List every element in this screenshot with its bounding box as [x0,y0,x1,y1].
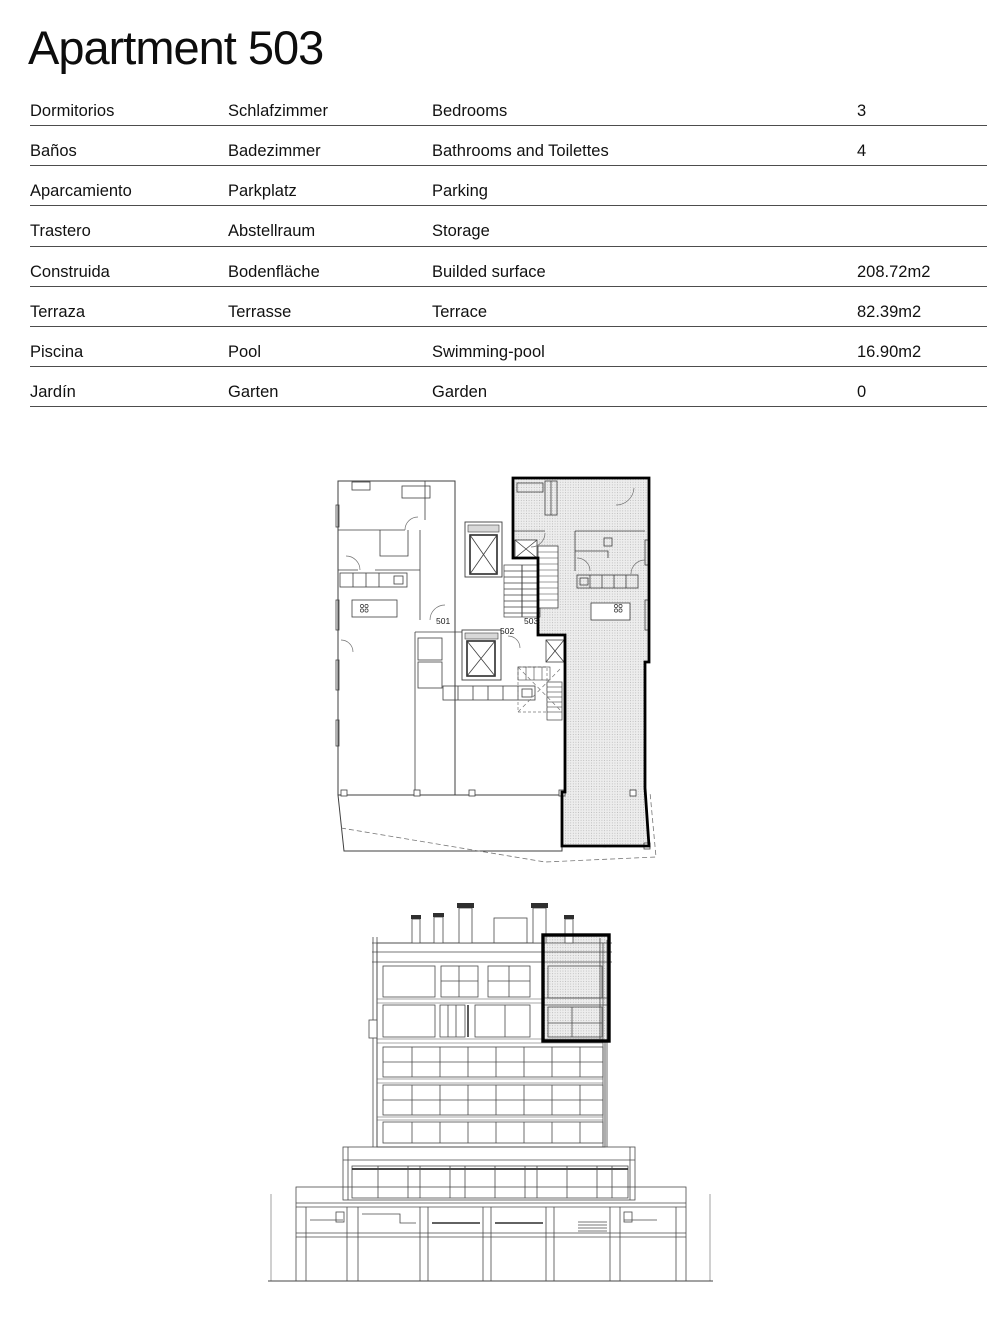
table-row [30,247,987,287]
spec-cell-en: Builded surface [432,262,546,281]
spec-cell-de: Garten [228,382,279,401]
spec-table [30,86,987,407]
spec-cell-value: 3 [857,102,867,120]
table-row [30,287,987,327]
spec-cell-value [857,182,987,200]
spec-cell-es: Dormitorios [30,102,115,120]
spec-cell-en: Parking [432,182,488,201]
page-title: Apartment 503 [28,21,324,74]
spec-cell-en: Bathrooms and Toilettes [432,142,609,161]
unit-502-stair [518,667,562,720]
core-stair-a [504,565,540,617]
spec-cell-es: Terraza [30,302,86,321]
core-elevator-a [465,522,502,577]
table-row [30,367,987,407]
spec-cell-value: 0 [857,382,867,401]
spec-cell-de: Pool [228,342,262,361]
ground-tier [296,1187,686,1281]
middle-tier [343,1147,635,1200]
spec-cell-es: Piscina [30,342,84,361]
unit-503-area [513,478,649,846]
spec-cell-es: Trastero [30,222,91,241]
spec-cell-en: Swimming-pool [432,342,545,361]
core-elevator-b [462,630,501,680]
unit-502-door-arc [508,636,520,648]
table-row [30,166,987,206]
elevation-drawing [262,895,718,1290]
spec-cell-de: Parkplatz [228,182,297,201]
spec-cell-es: Baños [30,142,77,161]
floor-plan-drawing [325,465,670,865]
spec-cell-en: Storage [432,222,490,241]
table-row [30,86,987,126]
unit-503-label: 503 [524,616,539,626]
spec-cell-value: 208.72m2 [857,262,931,281]
spec-cell-de: Badezimmer [228,142,321,161]
spec-cell-de: Abstellraum [228,222,316,241]
spec-cell-en: Terrace [432,302,488,321]
table-row [30,206,987,246]
spec-cell-en: Bedrooms [432,102,508,120]
table-row [30,126,987,166]
spec-cell-value: 4 [857,142,867,161]
spec-cell-es: Jardín [30,382,76,401]
spec-cell-de: Schlafzimmer [228,102,328,120]
spec-cell-es: Aparcamiento [30,182,132,201]
table-row [30,327,987,367]
unit-501-label: 501 [436,616,451,626]
unit-502-label: 502 [500,626,515,636]
unit-503-elevation-fill [543,935,609,1041]
unit-503-stair [538,546,558,608]
spec-cell-es: Construida [30,262,110,281]
spec-cell-de: Bodenfläche [228,262,320,281]
spec-cell-value: 16.90m2 [857,342,922,361]
spec-cell-value [857,222,987,240]
spec-cell-value: 82.39m2 [857,302,922,321]
spec-cell-de: Terrasse [228,302,292,321]
spec-cell-en: Garden [432,382,488,401]
